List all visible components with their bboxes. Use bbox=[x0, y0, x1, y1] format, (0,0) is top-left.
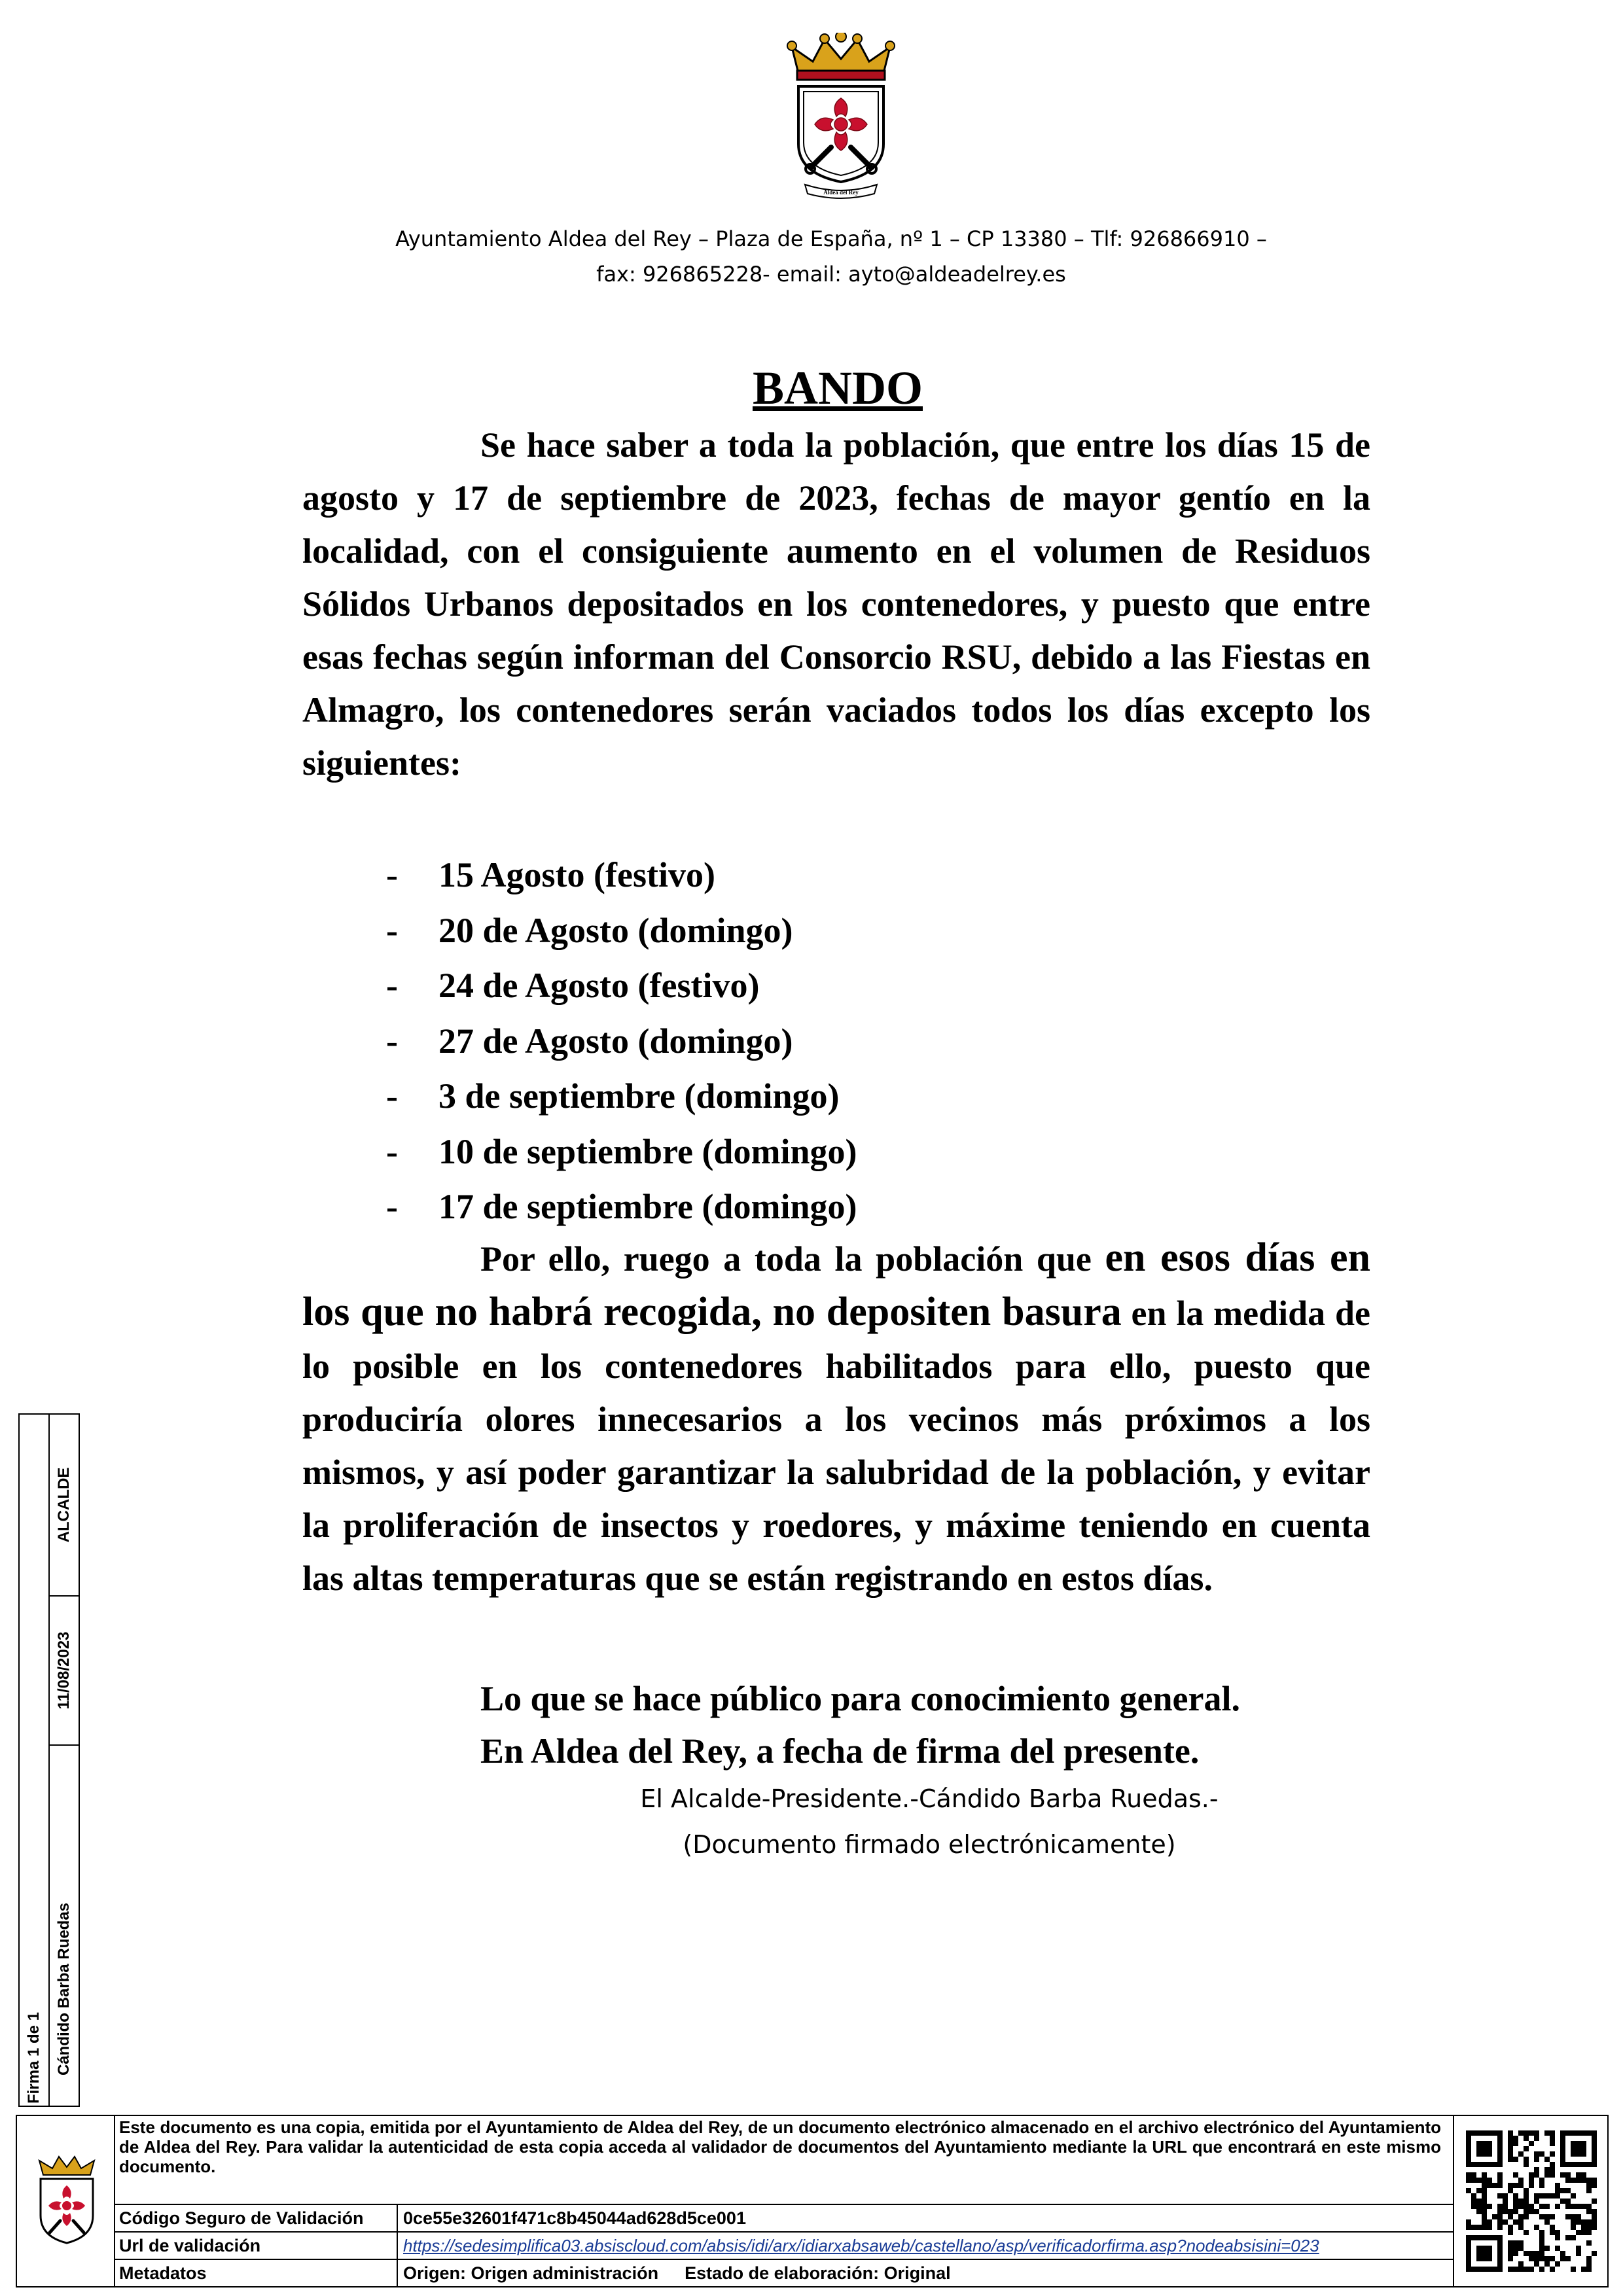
list-marker: - bbox=[386, 1021, 398, 1061]
signature-count: Firma 1 de 1 bbox=[25, 2011, 43, 2104]
address-line-2: fax: 926865228- email: ayto@aldeadelrey.es bbox=[596, 262, 1066, 287]
metadata-row bbox=[115, 2259, 1453, 2286]
csv-label: Código Seguro de Validación bbox=[115, 2205, 398, 2231]
closing-line-place: En Aldea del Rey, a fecha de firma del presente. bbox=[480, 1731, 1200, 1771]
metadata-label: Metadatos bbox=[115, 2260, 398, 2286]
validation-footer bbox=[16, 2115, 1609, 2287]
list-item: - 10 de septiembre (domingo) bbox=[386, 1124, 857, 1180]
list-item: - 15 Agosto (festivo) bbox=[386, 847, 857, 903]
list-marker: - bbox=[386, 966, 398, 1005]
announcement-paragraph: Se hace saber a toda la población, que entre los días 15 de agosto y 17 de septiembre de 2023, fechas de mayor gentío en la localidad, con el consiguiente aumento en el volumen de Residuos Sólidos Urbanos depositados en los contenedores, y puesto que entre esas fechas según informan del Consorcio RSU, debido a las Fiestas en Almagro, los contenedores serán vaciados todos los días excepto los siguientes: bbox=[302, 425, 1370, 783]
url-row bbox=[115, 2231, 1453, 2259]
validation-url-link[interactable]: https://sedesimplifica03.absiscloud.com/absis/idi/arx/idiarxabsaweb/castellano/asp/verificadorfirma.asp?nodeabsisini=023 bbox=[403, 2236, 1319, 2255]
closing-line-public: Lo que se hace público para conocimiento general. bbox=[480, 1679, 1240, 1718]
copy-validation-note: Este documento es una copia, emitida por el Ayuntamiento de Aldea del Rey, de un documento electrónico almacenado en el archivo electrónico del Ayuntamiento de Aldea del Rey. Para validar la autenticidad de esta copia acceda al validador de documentos del Ayuntamiento mediante la URL que encontrará en este mismo documento. bbox=[119, 2117, 1441, 2176]
list-item: - 27 de Agosto (domingo) bbox=[386, 1014, 857, 1069]
qr-cell bbox=[1453, 2116, 1609, 2286]
list-item: - 17 de septiembre (domingo) bbox=[386, 1179, 857, 1235]
csv-row bbox=[115, 2204, 1453, 2231]
list-item: - 24 de Agosto (festivo) bbox=[386, 958, 857, 1014]
list-marker: - bbox=[386, 1076, 398, 1116]
signature-col-firma bbox=[20, 1415, 50, 2106]
exception-dates-list bbox=[386, 847, 857, 1235]
emphasized-text: en esos días en los que no habrá recogida, no depositen basura bbox=[302, 1235, 1371, 1334]
list-item: - 20 de Agosto (domingo) bbox=[386, 903, 857, 959]
url-label: Url de validación bbox=[115, 2233, 398, 2259]
list-marker: - bbox=[386, 1131, 398, 1171]
signature-stamp-box bbox=[18, 1413, 80, 2107]
signer-line: El Alcalde-Presidente.-Cándido Barba Ruedas.- bbox=[640, 1784, 1219, 1813]
municipal-crest-icon bbox=[779, 33, 903, 200]
letterhead-address bbox=[196, 221, 1466, 292]
csv-value: 0ce55e32601f471c8b45044ad628d5ce001 bbox=[403, 2208, 746, 2228]
footer-logo-cell bbox=[17, 2116, 115, 2286]
list-item: - 3 de septiembre (domingo) bbox=[386, 1069, 857, 1124]
list-marker: - bbox=[386, 1187, 398, 1226]
signature-date: 11/08/2023 bbox=[55, 1631, 73, 1710]
request-paragraph: Por ello, ruego a toda la población que en esos días en los que no habrá recogida, no depositen basura en la medida de lo posible en los contenedores habilitados para ello, puesto que produciría olores innecesarios a los vecinos más próximos a los mismos, y así poder garantizar la salubridad de la población, y evitar la proliferación de insectos y roedores, y máxime teniendo en cuenta las altas temperaturas que se están registrando en estos días. bbox=[302, 1235, 1371, 1598]
list-marker: - bbox=[386, 855, 398, 894]
document-title: BANDO bbox=[752, 362, 923, 414]
metadata-origin: Origen: Origen administración bbox=[403, 2263, 659, 2283]
svg-text:Aldea del Rey: Aldea del Rey bbox=[823, 189, 859, 196]
small-crest-icon bbox=[33, 2155, 101, 2253]
signer-role: ALCALDE bbox=[55, 1467, 73, 1543]
electronic-signature-note: (Documento firmado electrónicamente) bbox=[683, 1830, 1176, 1859]
divider bbox=[50, 1744, 79, 1746]
list-marker: - bbox=[386, 910, 398, 950]
metadata-state: Estado de elaboración: Original bbox=[685, 2263, 951, 2283]
signer-name: Cándido Barba Ruedas bbox=[55, 1902, 73, 2076]
address-line-1: Ayuntamiento Aldea del Rey – Plaza de España, nº 1 – CP 13380 – Tlf: 926866910 – bbox=[395, 226, 1267, 251]
qr-code-icon[interactable] bbox=[1466, 2129, 1597, 2273]
signature-col-details bbox=[50, 1415, 79, 2106]
